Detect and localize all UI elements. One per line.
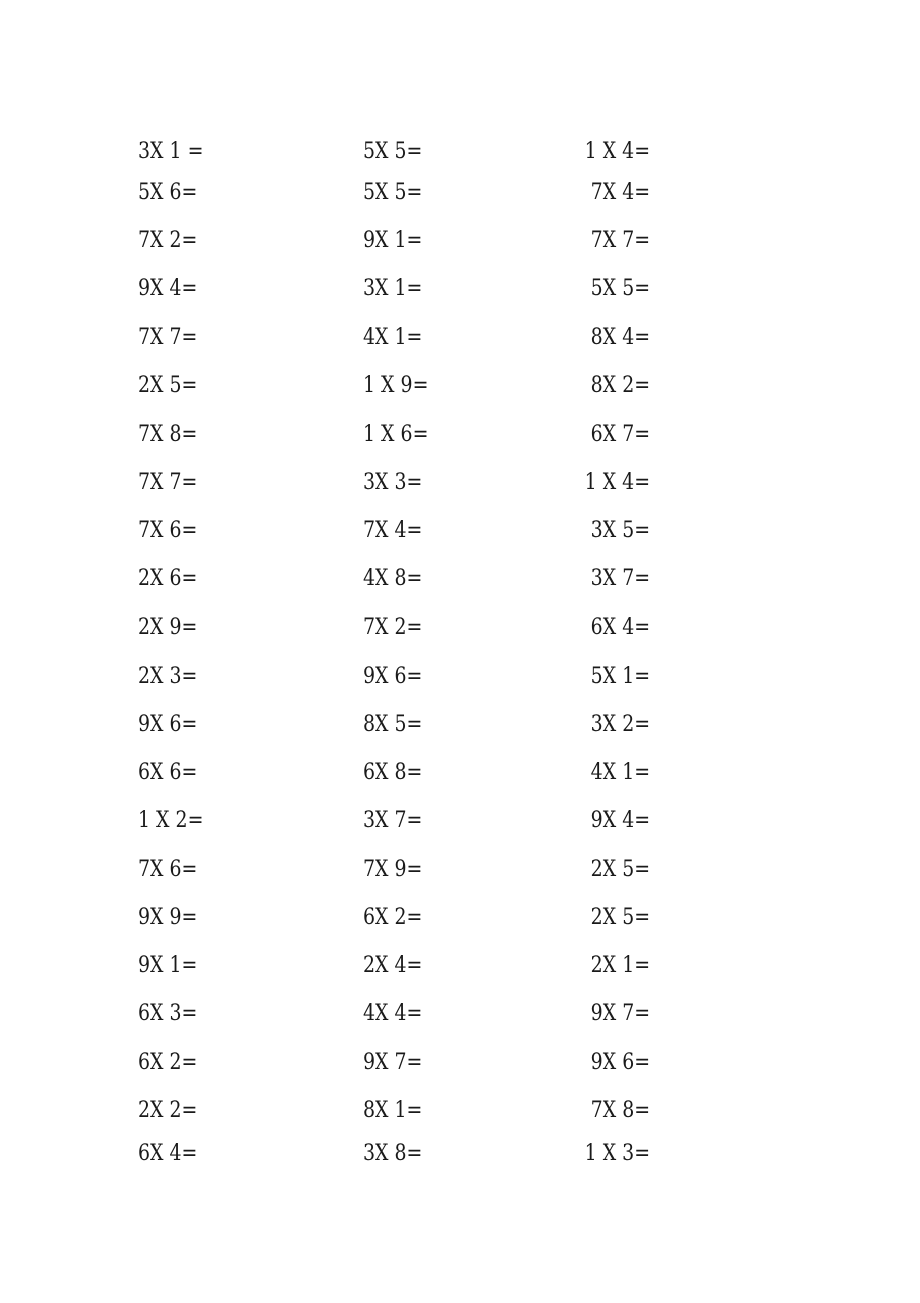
problem-column-2: 8X 5= (363, 712, 423, 737)
problem-column-2: 9X 7= (363, 1050, 423, 1075)
problem-column-3: 1 X 3= (584, 1141, 650, 1166)
problem-row (0, 468, 920, 498)
problem-column-3: 7X 8= (590, 1098, 650, 1123)
problem-column-3: 2X 1= (590, 953, 650, 978)
problem-column-1: 7X 6= (138, 857, 198, 882)
problem-column-3: 9X 6= (590, 1050, 650, 1075)
problem-column-3: 4X 1= (590, 760, 650, 785)
problem-column-3: 3X 5= (590, 518, 650, 543)
problem-row (0, 226, 920, 256)
problem-column-1: 3X 1 = (138, 139, 204, 164)
problem-column-2: 7X 2= (363, 615, 423, 640)
problem-column-3: 2X 5= (590, 857, 650, 882)
problem-column-1: 5X 6= (138, 180, 198, 205)
problem-column-3: 7X 4= (590, 180, 650, 205)
problem-column-1: 9X 1= (138, 953, 198, 978)
problem-row (0, 274, 920, 304)
problem-column-3: 6X 7= (590, 422, 650, 447)
problem-row (0, 1096, 920, 1126)
problem-column-1: 7X 8= (138, 422, 198, 447)
problem-column-2: 8X 1= (363, 1098, 423, 1123)
problem-row (0, 564, 920, 594)
problem-column-1: 9X 6= (138, 712, 198, 737)
problem-row (0, 951, 920, 981)
problem-column-2: 2X 4= (363, 953, 423, 978)
problem-row (0, 662, 920, 692)
problem-row (0, 999, 920, 1029)
problem-row (0, 323, 920, 353)
problem-column-3: 7X 7= (590, 228, 650, 253)
problem-column-2: 4X 4= (363, 1001, 423, 1026)
problem-column-2: 5X 5= (363, 180, 423, 205)
problem-column-2: 9X 1= (363, 228, 423, 253)
problem-column-1: 6X 6= (138, 760, 198, 785)
problem-column-2: 7X 9= (363, 857, 423, 882)
problem-column-2: 3X 1= (363, 276, 423, 301)
problem-column-2: 7X 4= (363, 518, 423, 543)
problem-row (0, 710, 920, 740)
problem-column-2: 3X 7= (363, 808, 423, 833)
problem-column-3: 8X 4= (590, 325, 650, 350)
problem-row (0, 371, 920, 401)
problem-row (0, 903, 920, 933)
problem-column-2: 4X 1= (363, 325, 423, 350)
problem-row (0, 1139, 920, 1169)
problem-row (0, 855, 920, 885)
problem-column-1: 6X 4= (138, 1141, 198, 1166)
problem-column-2: 1 X 9= (363, 373, 429, 398)
problem-column-2: 5X 5= (363, 139, 423, 164)
problem-column-1: 1 X 2= (138, 808, 204, 833)
problem-column-3: 6X 4= (590, 615, 650, 640)
problem-column-2: 3X 3= (363, 470, 423, 495)
problem-column-3: 3X 2= (590, 712, 650, 737)
problem-row (0, 178, 920, 208)
problem-column-1: 7X 7= (138, 470, 198, 495)
problem-row (0, 758, 920, 788)
problem-column-1: 6X 3= (138, 1001, 198, 1026)
problem-column-1: 7X 2= (138, 228, 198, 253)
problem-column-1: 2X 6= (138, 566, 198, 591)
problem-row (0, 806, 920, 836)
problem-row (0, 613, 920, 643)
problem-column-3: 5X 1= (590, 664, 650, 689)
problem-column-2: 6X 2= (363, 905, 423, 930)
problem-row (0, 137, 920, 167)
problem-row (0, 516, 920, 546)
problem-column-3: 3X 7= (590, 566, 650, 591)
problem-row (0, 420, 920, 450)
problem-column-3: 1 X 4= (584, 139, 650, 164)
problem-column-2: 9X 6= (363, 664, 423, 689)
problem-column-2: 4X 8= (363, 566, 423, 591)
problem-column-1: 7X 7= (138, 325, 198, 350)
problem-column-2: 6X 8= (363, 760, 423, 785)
problem-column-3: 9X 4= (590, 808, 650, 833)
problem-column-1: 7X 6= (138, 518, 198, 543)
problem-column-3: 8X 2= (590, 373, 650, 398)
problem-column-3: 2X 5= (590, 905, 650, 930)
problem-column-2: 1 X 6= (363, 422, 429, 447)
problem-column-1: 2X 5= (138, 373, 198, 398)
problem-column-1: 6X 2= (138, 1050, 198, 1075)
problem-column-1: 2X 9= (138, 615, 198, 640)
problem-column-3: 1 X 4= (584, 470, 650, 495)
problem-column-3: 5X 5= (590, 276, 650, 301)
problem-row (0, 1048, 920, 1078)
problem-column-1: 9X 4= (138, 276, 198, 301)
problem-column-2: 3X 8= (363, 1141, 423, 1166)
problem-column-1: 2X 3= (138, 664, 198, 689)
problem-column-3: 9X 7= (590, 1001, 650, 1026)
problem-column-1: 2X 2= (138, 1098, 198, 1123)
problem-column-1: 9X 9= (138, 905, 198, 930)
